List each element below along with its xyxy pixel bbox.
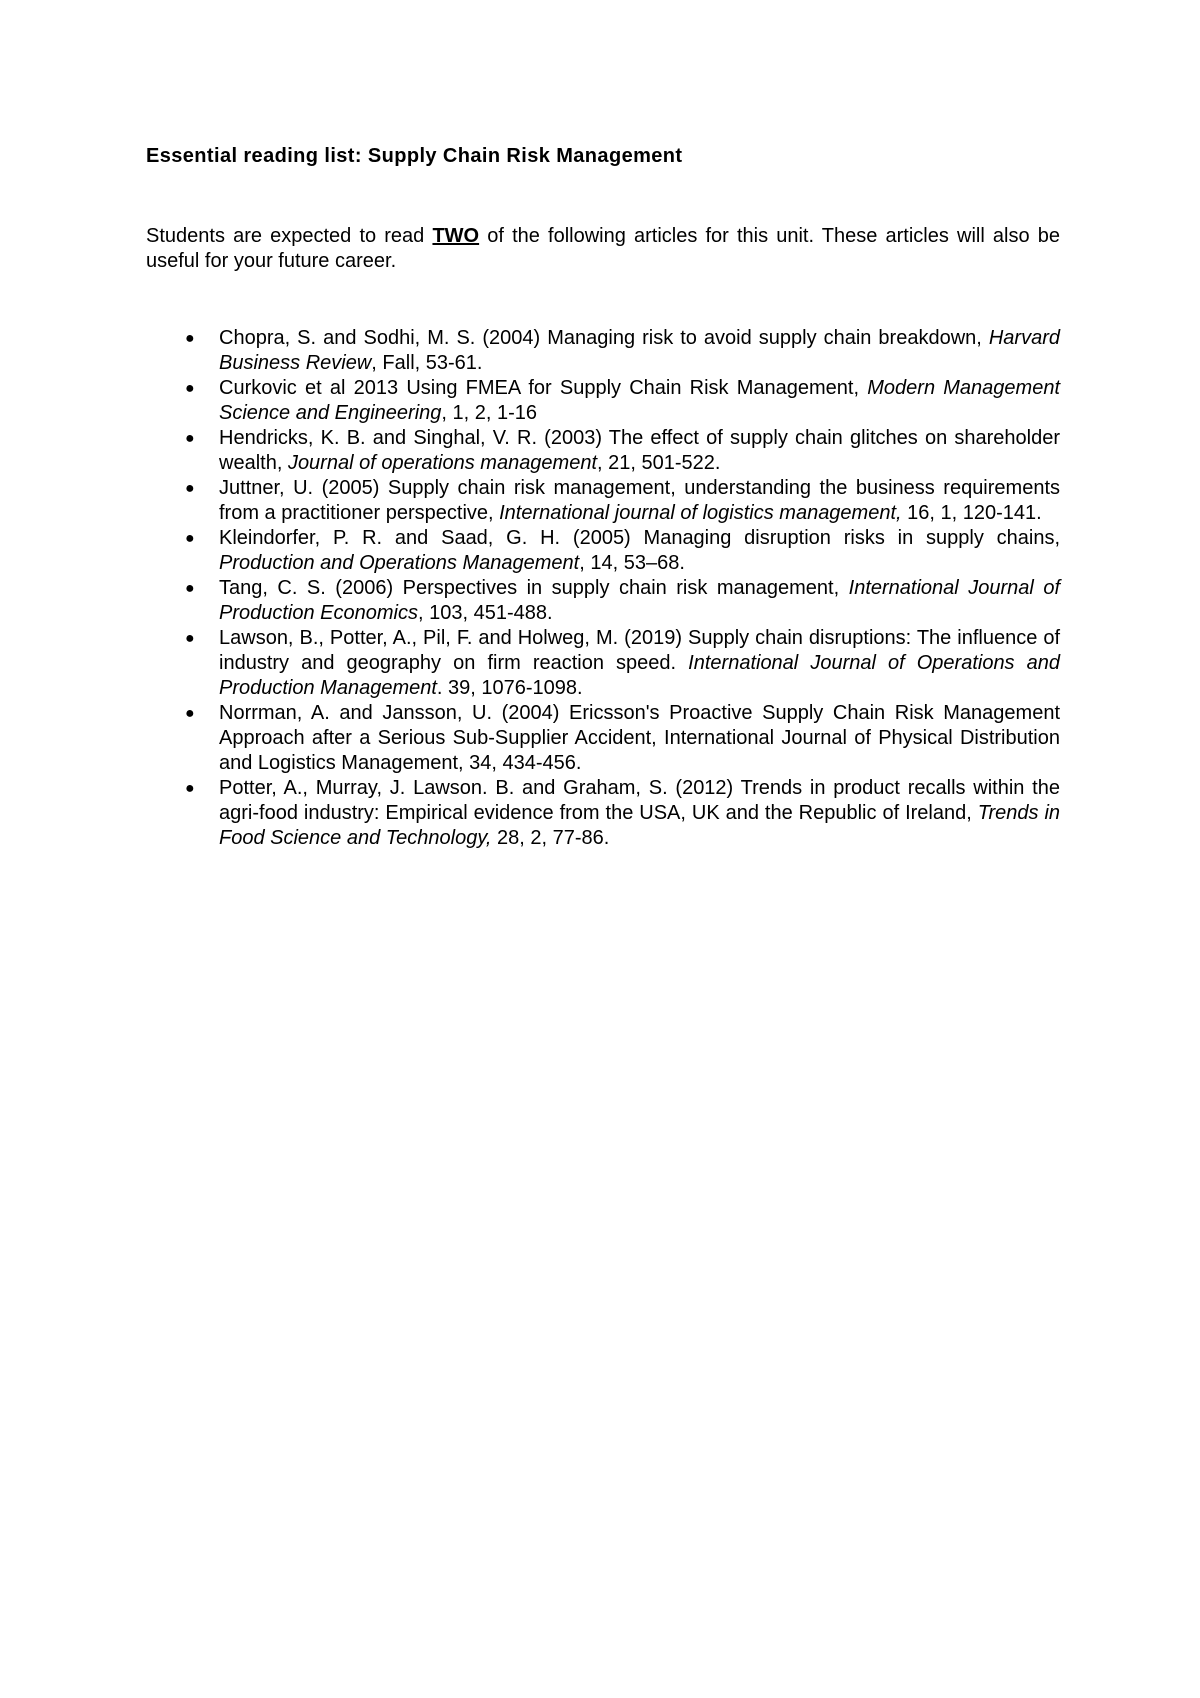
bullet-icon: ●: [185, 530, 195, 547]
intro-text-end: of the following articles for this unit. These articles will also be useful for your future career.: [146, 225, 1061, 272]
bullet-icon: ●: [185, 580, 195, 597]
reference-journal: International journal of logistics management,: [499, 502, 902, 524]
page-title: Essential reading list: Supply Chain Risk Management: [146, 145, 683, 167]
reference-details: , 1, 2, 1-16: [441, 402, 538, 424]
reference-text: Potter, A., Murray, J. Lawson. B. and Graham, S. (2012) Trends in product recalls within the agri-food industry: Empirical evidence from the USA, UK and the Republic of Ireland,: [219, 777, 1060, 824]
intro-emphasis: TWO: [432, 225, 480, 247]
reference-item: [146, 376, 1060, 426]
reference-item: [146, 326, 1060, 376]
reference-text: Juttner, U. (2005) Supply chain risk management, understanding the business requirements from a practitioner perspective,: [219, 477, 1060, 524]
reference-journal: Harvard Business Review: [219, 327, 1060, 374]
reference-text: Lawson, B., Potter, A., Pil, F. and Holweg, M. (2019) Supply chain disruptions: The influence of industry and geography on firm reaction speed.: [219, 627, 1060, 674]
reference-item: [146, 426, 1060, 476]
reference-item: [146, 701, 1060, 776]
reference-list: [146, 326, 1060, 851]
reference-details: , 21, 501-522.: [597, 452, 721, 474]
reference-item: [146, 576, 1060, 626]
reference-text: Curkovic et al 2013 Using FMEA for Supply Chain Risk Management,: [219, 377, 868, 399]
bullet-icon: ●: [185, 480, 195, 497]
intro-text-start: Students are expected to read: [146, 225, 433, 247]
reference-details: 16, 1, 120-141.: [901, 502, 1042, 524]
reference-item: [146, 776, 1060, 851]
reference-text: Chopra, S. and Sodhi, M. S. (2004) Managing risk to avoid supply chain breakdown,: [219, 327, 989, 349]
bullet-icon: ●: [185, 330, 195, 347]
reference-details: , 103, 451-488.: [417, 602, 553, 624]
bullet-icon: ●: [185, 630, 195, 647]
intro-paragraph: [146, 224, 1060, 274]
reference-journal: International Journal of Operations and Production Management: [219, 652, 1060, 699]
reference-text: Tang, C. S. (2006) Perspectives in supply chain risk management,: [219, 577, 849, 599]
reference-item: [146, 626, 1060, 701]
reference-journal: International Journal of Production Economics: [219, 577, 1060, 624]
reference-text: Kleindorfer, P. R. and Saad, G. H. (2005) Managing disruption risks in supply chains,: [219, 527, 1060, 549]
bullet-icon: ●: [185, 780, 195, 797]
reference-details: , 14, 53–68.: [579, 552, 685, 574]
reference-details: , Fall, 53-61.: [371, 352, 483, 374]
reference-journal: Production and Operations Management: [219, 552, 580, 574]
reference-journal: Trends in Food Science and Technology,: [219, 802, 1061, 849]
bullet-icon: ●: [185, 705, 195, 722]
bullet-icon: ●: [185, 430, 195, 447]
bullet-icon: ●: [185, 380, 195, 397]
reference-text: Hendricks, K. B. and Singhal, V. R. (2003) The effect of supply chain glitches on shareholder wealth,: [219, 427, 1060, 474]
reference-details: 28, 2, 77-86.: [491, 827, 610, 849]
reference-item: [146, 526, 1060, 576]
reference-journal: Journal of operations management: [287, 452, 598, 474]
reference-journal: Modern Management Science and Engineering: [219, 377, 1061, 424]
reference-item: [146, 476, 1060, 526]
reference-text: Norrman, A. and Jansson, U. (2004) Ericsson's Proactive Supply Chain Risk Management Approach after a Serious Sub-Supplier Accident, International Journal of Physical Distribution and Logistics Management, 34, 434-456.: [219, 702, 1060, 774]
reference-details: . 39, 1076-1098.: [436, 677, 583, 699]
